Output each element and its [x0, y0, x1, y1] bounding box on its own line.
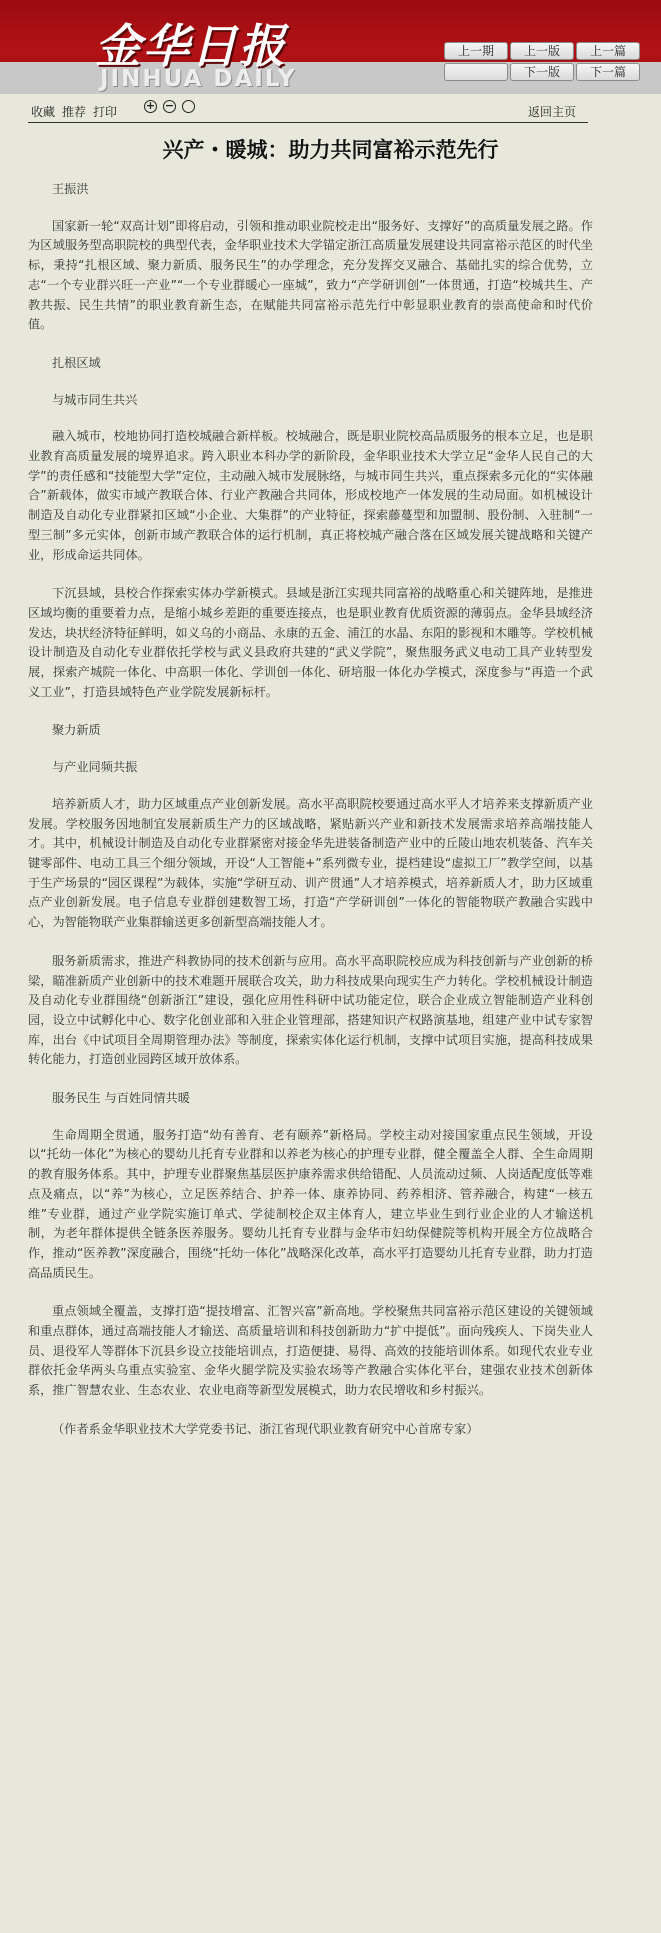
newspaper-logo: 金华日报: [95, 19, 287, 73]
recommend-link[interactable]: 推荐: [62, 105, 87, 119]
author-footnote: （作者系金华职业技术大学党委书记、浙江省现代职业教育研究中心首席专家）: [52, 1421, 479, 1436]
newspaper-logo-english: JINHUA DAILY: [100, 66, 297, 92]
zoom-out-icon[interactable]: −: [164, 99, 175, 112]
prev-article-button[interactable]: 上一篇: [576, 42, 640, 60]
article-paragraph: 生命周期全贯通，服务打造“幼有善育、老有颐养”新格局。学校主动对接国家重点民生领域，开设以“托幼一体化”为核心的婴幼儿托育专业群和以养老为核心的护理专业群，健全覆盖全人群、全生命周期的教育服务体系。其中，护理专业群聚焦基层医护康养需求供给错配、人员流动过频、人岗适配度低等难点及痛点，以“养”为核心，立足医养结合、护养一体、康养协同、药养相济、管养融合，构建“一核五维”专业群，通过产业学院实施订单式、学徒制校企双主体育人，建立毕业生到行业企业的人才输送机制，为老年群体提供全链条医养服务。婴幼儿托育专业群与金华市妇幼保健院等机构开展全方位战略合作，推动“医养教”深度融合，围绕“托幼一体化”战略深化改革，高水平打造婴幼儿托育专业群，助力打造高品质民生。: [28, 1127, 593, 1280]
next-article-button[interactable]: 下一篇: [576, 63, 640, 81]
masthead: [0, 0, 661, 94]
section-heading: 扎根区域: [52, 355, 101, 370]
article-paragraph: 下沉县域，县校合作探索实体办学新模式。县域是浙江实现共同富裕的战略重心和关键阵地，是推进区域均衡的重要着力点，是缩小城乡差距的重要连接点，也是职业教育优质资源的薄弱点。金华县域经济发达，块状经济特征鲜明，如义乌的小商品、永康的五金、浦江的水晶、东阳的影视和木雕等。学校机械设计制造及自动化专业群依托学校与武义县政府共建的“武义学院”，聚焦服务武义电动工具产业转型发展，探索产城院一体化、中高职一体化、学训创一体化、研培服一体化办学模式，深度参与“再造一个武义工业”，打造县域特色产业学院发展新标杆。: [28, 586, 593, 699]
prev-issue-button[interactable]: 上一期: [444, 42, 508, 60]
article-paragraph: 重点领域全覆盖，支撑打造“提技增富、汇智兴富”新高地。学校聚焦共同富裕示范区建设的关键领域和重点群体，通过高端技能人才输送、高质量培训和科技创新助力“扩中提低”。面向残疾人、下岗失业人员、退役军人等群体下沉县乡设立技能培训点，打造便捷、易得、高效的技能培训体系。如现代农业专业群依托金华两头乌重点实验室、金华火腿学院及实验农场等产教融合实体化平台，建强农业技术创新体系，推广智慧农业、生态农业、农业电商等新型发展模式，助力农民增收和乡村振兴。: [28, 1304, 593, 1398]
back-home-link[interactable]: 返回主页: [528, 105, 577, 119]
article-paragraph: 融入城市，校地协同打造校城融合新样板。校城融合，既是职业院校高品质服务的根本立足，也是职业教育高质量发展的境界追求。跨入职业本科办学的新阶段，金华职业技术大学立足“金华人民自己的大学”的责任感和“技能型大学”定位，主动融入城市发展脉络，与城市同生共兴，重点探索多元化的“实体融合”新载体，做实市域产教联合体、行业产教融合共同体，形成校地产一体发展的生动局面。如机械设计制造及自动化专业群紧扣区域“小企业、大集群”的产业特征，探索藤蔓型和加盟制、股份制、入驻制“一型三制”多元实体，创新市域产教联合体的运行机制，真正将校城产融合落在区域发展关键战略和关键产业，形成命运共同体。: [28, 429, 593, 562]
article-body: [28, 180, 593, 1440]
section-subheading: 与产业同频共振: [52, 760, 138, 775]
article-title: 兴产・暖城：助力共同富裕示范先行: [162, 138, 499, 162]
section-subheading: 与城市同生共兴: [52, 392, 138, 407]
zoom-reset-icon[interactable]: [182, 100, 195, 113]
nav-blank-slot: [444, 63, 508, 81]
section-heading: 聚力新质: [52, 723, 101, 738]
section-heading: 服务民生 与百姓同情共暖: [52, 1091, 190, 1106]
print-link[interactable]: 打印: [93, 105, 118, 119]
toolbar: [28, 97, 588, 123]
next-page-button[interactable]: 下一版: [510, 63, 574, 81]
article-paragraph: 服务新质需求，推进产科教协同的技术创新与应用。高水平高职院校应成为科技创新与产业创新的桥梁，瞄准新质产业创新中的技术难题开展联合攻关，助力科技成果向现实生产力转化。学校机械设计制造及自动化专业群围绕“创新浙江”建设，强化应用性科研中试功能定位，联合企业成立智能制造产业科创园，设立中试孵化中心、数字化创业部和入驻企业管理部，搭建知识产权路演基地，组建产业中试专家智库，出台《中试项目全周期管理办法》等制度，探索实体化运行机制，支撑中试项目实施，提高科技成果转化能力，打造创业园跨区域开放体系。: [28, 953, 593, 1067]
article-paragraph: 培养新质人才，助力区域重点产业创新发展。高水平高职院校要通过高水平人才培养来支撑新质产业发展。学校服务因地制宜发展新质生产力的区域战略，紧贴新兴产业和新技术发展需求培养高端技能人才。其中，机械设计制造及自动化专业群紧密对接金华先进装备制造产业中的丘陵山地农机装备、汽车关键零部件、电动工具三个细分领域，开设“人工智能+”系列微专业，提档建设“虚拟工厂”教学空间，以基于生产场景的“园区课程”为载体，实施“学研互动、训产贯通”人才培养模式，培养新质人才，助力区域重点产业创新发展。电子信息专业群创建数智工场，打造“产学研训创”一体化的智能物联产教融合实践中心，为智能物联产业集群输送更多创新型高端技能人才。: [28, 796, 593, 930]
zoom-in-icon[interactable]: +: [145, 99, 156, 112]
prev-page-button[interactable]: 上一版: [510, 42, 574, 60]
article-intro: 国家新一轮“双高计划”即将启动，引领和推动职业院校走出“服务好、支撑好”的高质量发展之路。作为区域服务型高职院校的典型代表，金华职业技术大学锚定浙江高质量发展建设共同富裕示范区的时代坐标，秉持“扎根区域、聚力新质、服务民生”的办学理念，充分发挥交叉融合、基础扎实的综合优势，立志“一个专业群兴旺一产业”“一个专业群暖心一座城”，致力“产学研训创”一体贯通，打造“校城共生、产教共振、民生共情”的职业教育新生态，在赋能共同富裕示范先行中彰显职业教育的崇高使命和时代价值。: [28, 218, 593, 332]
favorite-link[interactable]: 收藏: [31, 105, 56, 119]
article-author: 王振洪: [52, 182, 89, 196]
